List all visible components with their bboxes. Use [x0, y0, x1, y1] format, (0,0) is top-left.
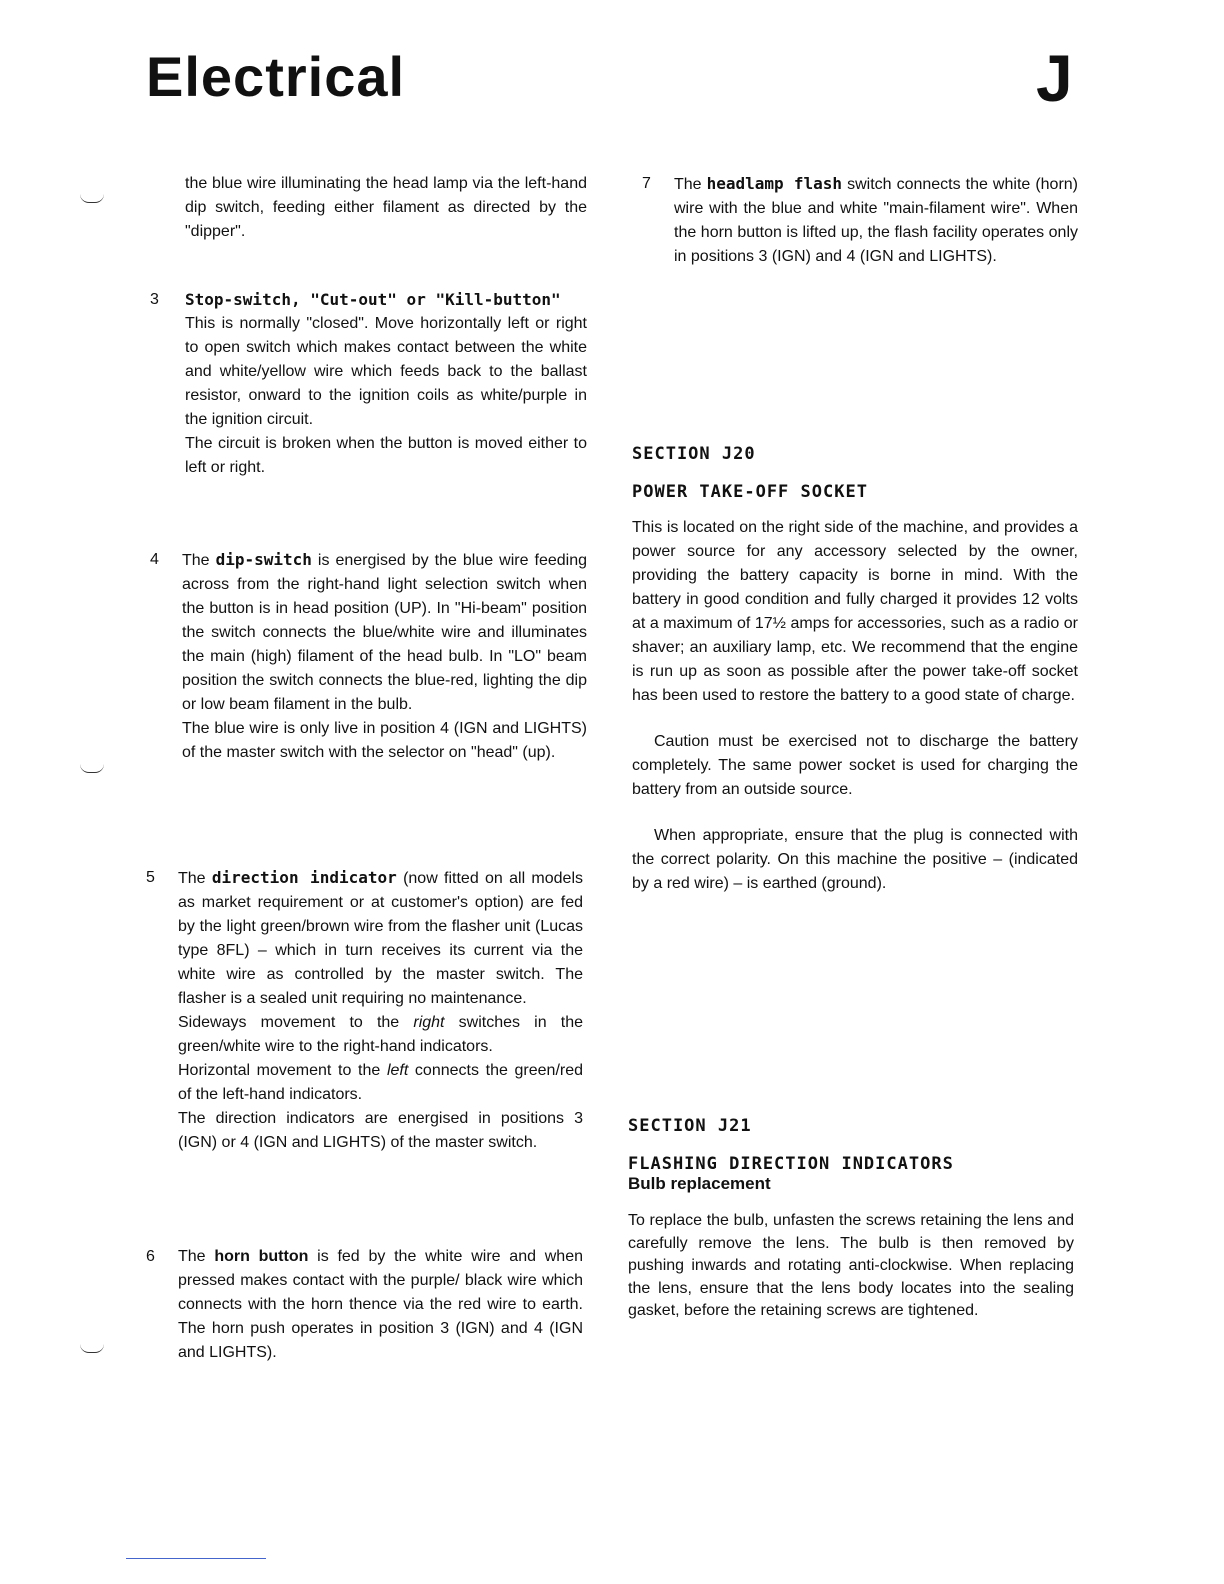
item-text: switches in the green/white wire to the right-hand indicators.	[178, 1014, 583, 1055]
section-j21	[628, 1116, 1074, 1323]
item-text: connects the green/red of the left-hand indicators.	[178, 1062, 584, 1103]
item-text: switch connects the white (horn) wire with the blue and white "main-filament wire". When the horn button is lifted up, the flash facility operates only in positions 3 (IGN) and 4 (IGN and LIGHTS).	[674, 176, 1079, 265]
intro-paragraph: the blue wire illuminating the head lamp via the left-hand dip switch, feeding either filament as directed by the "dipper".	[185, 175, 587, 240]
margin-mark	[80, 1344, 104, 1353]
section-j20	[632, 444, 1078, 896]
margin-mark	[80, 194, 104, 203]
item-text: is energised by the blue wire feeding across from the right-hand light selection switch when the button is in head position (UP). In "Hi-beam" position the switch connects the blue/white wire and illuminates the main (high) filament of the head bulb. In "LO" beam position the switch connects the blue-red, lighting the dip or low beam filament in the bulb.	[182, 552, 587, 713]
item-number: 5	[146, 869, 155, 886]
lead-text: The	[674, 176, 707, 193]
lead-text: The	[178, 870, 212, 887]
item-paragraph: The direction indicators are energised in positions 3 (IGN) or 4 (IGN and LIGHTS) of the master switch.	[178, 1110, 583, 1151]
item-number: 4	[150, 551, 159, 568]
italic-term: left	[386, 1062, 409, 1079]
list-item-7	[642, 172, 1078, 269]
item-text: (now fitted on all models as market requirement or at customer's option) are fed by the light green/brown wire from the flasher unit (Lucas type 8FL) – which in turn receives its current via the white wire as controlled by the master switch. The flasher is a sealed unit requiring no maintenance.	[178, 870, 584, 1007]
section-label: SECTION J20	[632, 444, 756, 464]
bold-term: headlamp flash	[706, 174, 843, 193]
item-paragraph: This is normally "closed". Move horizontally left or right to open switch which makes contact between the white and white/yellow wire which feeds back to the ballast resistor, onward to the ignition coils as white/purple in the ignition circuit.	[185, 315, 587, 428]
item-number: 3	[150, 291, 159, 308]
item-number: 6	[146, 1248, 155, 1265]
section-title: POWER TAKE-OFF SOCKET	[632, 482, 868, 502]
item-text: Horizontal movement to the	[178, 1062, 387, 1079]
section-subtitle: Bulb replacement	[628, 1174, 771, 1193]
item-text: is fed by the white wire and when pressed makes contact with the purple/ black wire which connects with the horn thence via the red wire to earth. The horn push operates in position 3 (IGN) and 4 (IGN and LIGHTS).	[178, 1248, 583, 1361]
bold-term: direction indicator	[211, 868, 397, 887]
section-letter: J	[1036, 41, 1073, 115]
list-item-4	[150, 548, 587, 765]
list-item-6	[146, 1245, 583, 1365]
page-title: Electrical	[146, 45, 406, 108]
footer-rule	[126, 1558, 266, 1559]
section-label: SECTION J21	[628, 1116, 752, 1136]
section-paragraph: Caution must be exercised not to discharge the battery completely. The same power socket is used for charging the battery from an outside source.	[632, 733, 1078, 798]
margin-mark	[80, 764, 104, 773]
item-paragraph: The blue wire is only live in position 4 (IGN and LIGHTS) of the master switch with the selector on "head" (up).	[182, 720, 587, 761]
bold-term: horn button	[214, 1248, 309, 1265]
list-item-3	[150, 288, 587, 480]
lead-text: The	[182, 552, 216, 569]
section-paragraph: To replace the bulb, unfasten the screws retaining the lens and carefully remove the lens. The bulb is then removed by pushing inwards and rotating anti-clockwise. When replacing the lens, ensure that the lens body locates into the sealing gasket, before the retaining screws are tightened.	[628, 1212, 1074, 1319]
item-number: 7	[642, 175, 651, 192]
list-item-5	[146, 866, 583, 1155]
bold-term: dip-switch	[215, 550, 312, 569]
item-heading: Stop-switch, "Cut-out" or "Kill-button"	[185, 290, 561, 309]
italic-term: right	[413, 1014, 445, 1031]
section-paragraph: This is located on the right side of the machine, and provides a power source for any accessory selected by the owner, providing the battery capacity is borne in mind. With the battery in good condition and fully charged it provides 12 volts at a maximum of 17½ amps for accessories, such as a radio or shaver; an auxiliary lamp, etc. We recommend that the engine is run up as soon as possible after the power take-off socket has been used to restore the battery to a good state of charge.	[632, 519, 1078, 704]
lead-text: The	[178, 1248, 215, 1265]
section-title: FLASHING DIRECTION INDICATORS	[628, 1154, 954, 1174]
section-paragraph: When appropriate, ensure that the plug is connected with the correct polarity. On this machine the positive – (indicated by a red wire) – is earthed (ground).	[632, 827, 1078, 892]
item-paragraph: The circuit is broken when the button is moved either to left or right.	[185, 435, 587, 476]
item-text: Sideways movement to the	[178, 1014, 414, 1031]
